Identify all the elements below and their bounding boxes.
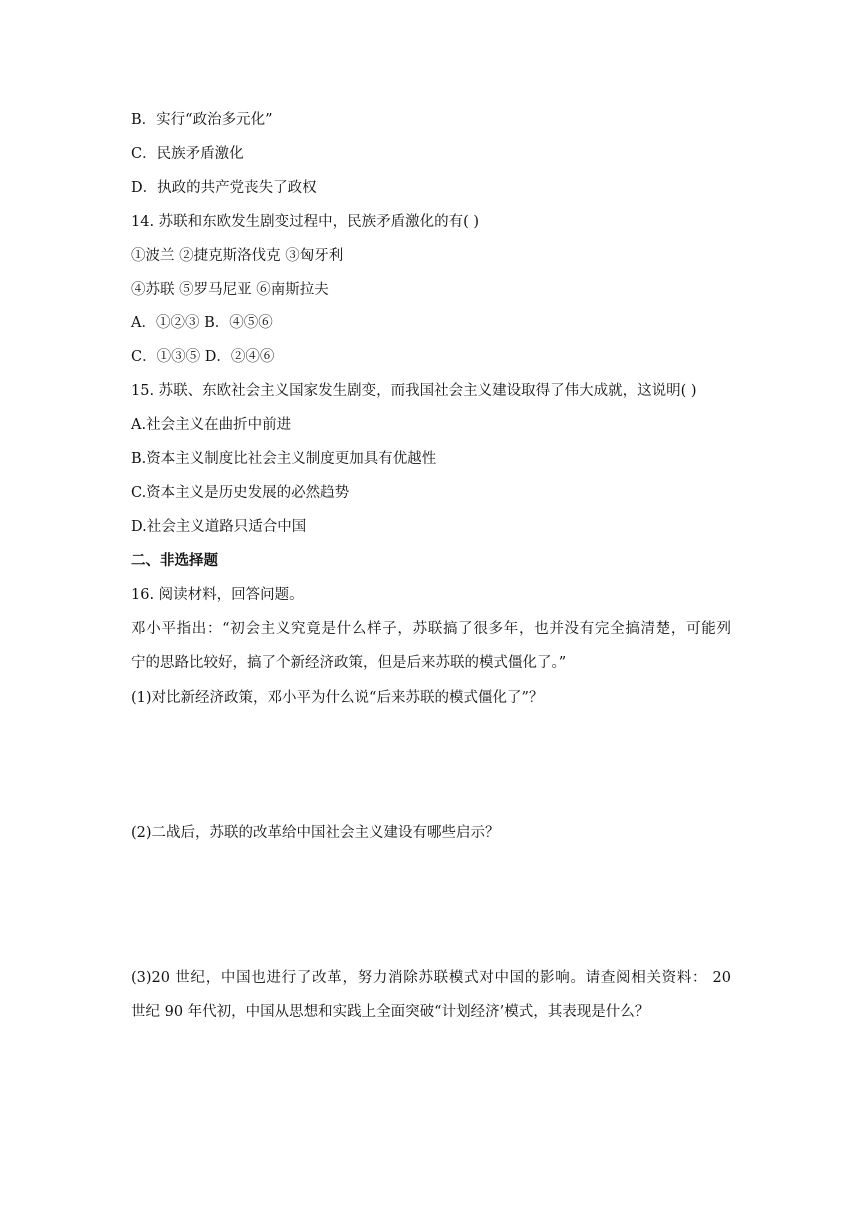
q13-option-c: C．民族矛盾激化 (131, 146, 244, 162)
q14-items-row1: ①波兰 ②捷克斯洛伐克 ③匈牙利 (131, 248, 344, 264)
q16-subquestion-1: (1)对比新经济政策，邓小平为什么说“后来苏联的模式僵化了”？ (131, 690, 544, 706)
q16-subquestion-3-line1: (3)20 世纪，中国也进行了改革，努力消除苏联模式对中国的影响。请查阅相关资料： 20 (131, 970, 731, 986)
q13-option-b: B．实行“政治多元化” (131, 112, 273, 128)
q16-subquestion-2: (2)二战后，苏联的改革给中国社会主义建设有哪些启示？ (131, 825, 500, 841)
q14-items-row2: ④苏联 ⑤罗马尼亚 ⑥南斯拉夫 (131, 282, 329, 298)
q14-options-row2: C．①③⑤ D．②④⑥ (131, 349, 275, 365)
q16-subquestion-3-line2: 世纪 90 年代初，中国从思想和实践上全面突破“计划经济’模式，其表现是什么？ (131, 1004, 650, 1020)
q13-option-d: D．执政的共产党丧失了政权 (131, 180, 317, 196)
q15-option-c: C.资本主义是历史发展的必然趋势 (131, 485, 350, 501)
q15-option-a: A.社会主义在曲折中前进 (131, 417, 292, 433)
q14-options-row1: A．①②③ B．④⑤⑥ (131, 315, 273, 331)
q14-stem: 14. 苏联和东欧发生剧变过程中，民族矛盾激化的有( ) (131, 214, 480, 230)
q15-stem: 15. 苏联、东欧社会主义国家发生剧变，而我国社会主义建设取得了伟大成就，这说明( ) (131, 383, 697, 399)
q15-option-d: D.社会主义道路只适合中国 (131, 519, 307, 535)
q15-option-b: B.资本主义制度比社会主义制度更加具有优越性 (131, 451, 437, 467)
section-heading: 二、非选择题 (131, 552, 218, 569)
q16-material-line1: 邓小平指出：“初会主义究竟是什么样子，苏联搞了很多年，也并没有完全搞清楚，可能列 (131, 621, 731, 637)
q16-material-line2: 宁的思路比较好，搞了个新经济政策，但是后来苏联的模式僵化了。” (131, 655, 567, 671)
q16-stem: 16. 阅读材料，回答问题。 (131, 587, 304, 603)
